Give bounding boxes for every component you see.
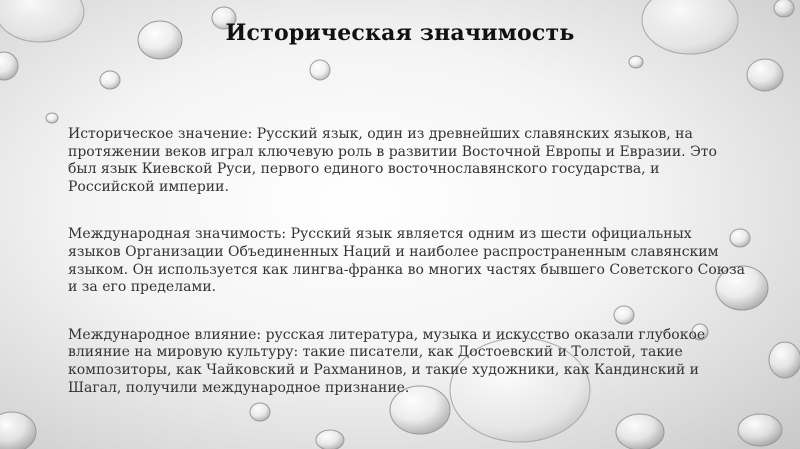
paragraph-historical-meaning: Историческое значение: Русский язык, один из древнейших славянских языков, на протяжении веков играл ключевую роль в развитии Восточной Европы и Евразии. Это был язык Киевской Руси, первого единого восточнославянского государства, и Российской империи. xyxy=(68,126,717,195)
paragraph-international-influence: Международное влияние: русская литература, музыка и искусство оказали глубокое влияние на мировую культуру: такие писатели, как Достоевский и Толстой, такие композиторы, как Чайковский и Рахманинов, и такие художники, как Кандинский и Шагал, получили международное признание. xyxy=(68,326,706,396)
slide-title: Историческая значимость xyxy=(225,20,575,46)
slide-body xyxy=(68,126,748,427)
paragraph-international-significance: Международная значимость: Русский язык является одним из шести официальных языков Организации Объединенных Наций и наиболее распространенным славянским языком. Он используется как лингва-франка во многих частях бывшего Советского Союза и за его пределами. xyxy=(68,226,745,296)
